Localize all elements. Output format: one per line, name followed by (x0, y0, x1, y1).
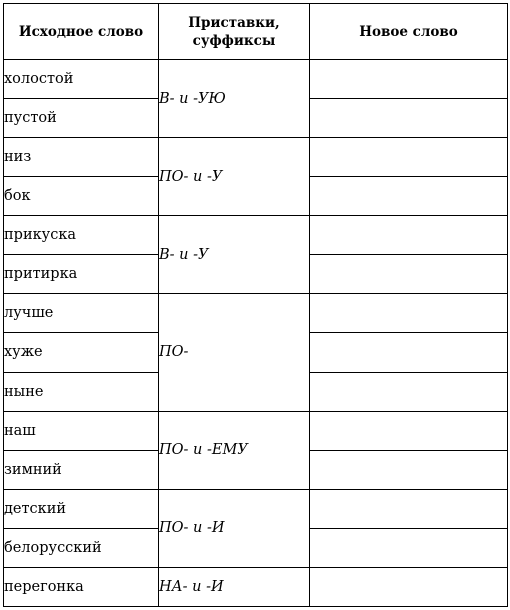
new-word-answer-cell[interactable] (310, 450, 508, 489)
new-word-answer-cell[interactable] (310, 99, 508, 138)
affix-cell: ПО- и -У (159, 138, 310, 216)
header-new-word: Новое слово (310, 4, 508, 60)
table-body (4, 60, 508, 607)
source-word-cell: лучше (4, 294, 159, 333)
affix-cell: ПО- (159, 294, 310, 411)
source-word-cell: притирка (4, 255, 159, 294)
source-word-cell: перегонка (4, 567, 159, 606)
source-word-cell: белорусский (4, 528, 159, 567)
table-row (4, 216, 508, 255)
new-word-answer-cell[interactable] (310, 60, 508, 99)
source-word-cell: хуже (4, 333, 159, 372)
source-word-cell: прикуска (4, 216, 159, 255)
table-row (4, 411, 508, 450)
new-word-answer-cell[interactable] (310, 567, 508, 606)
new-word-answer-cell[interactable] (310, 294, 508, 333)
table-row (4, 489, 508, 528)
affix-cell: В- и -УЮ (159, 60, 310, 138)
table-row (4, 60, 508, 99)
source-word-cell: ныне (4, 372, 159, 411)
affix-cell: ПО- и -ЕМУ (159, 411, 310, 489)
table-row (4, 567, 508, 606)
header-affixes (159, 4, 310, 60)
new-word-answer-cell[interactable] (310, 255, 508, 294)
word-formation-table (3, 3, 508, 607)
header-affixes-line1: Приставки, (188, 14, 280, 31)
new-word-answer-cell[interactable] (310, 372, 508, 411)
affix-cell: ПО- и -И (159, 489, 310, 567)
header-affixes-line2: суффиксы (192, 32, 276, 49)
header-row (4, 4, 508, 60)
source-word-cell: пустой (4, 99, 159, 138)
source-word-cell: наш (4, 411, 159, 450)
table-row (4, 294, 508, 333)
source-word-cell: низ (4, 138, 159, 177)
new-word-answer-cell[interactable] (310, 138, 508, 177)
new-word-answer-cell[interactable] (310, 216, 508, 255)
source-word-cell: холостой (4, 60, 159, 99)
affix-cell: НА- и -И (159, 567, 310, 606)
new-word-answer-cell[interactable] (310, 333, 508, 372)
new-word-answer-cell[interactable] (310, 411, 508, 450)
source-word-cell: детский (4, 489, 159, 528)
source-word-cell: зимний (4, 450, 159, 489)
new-word-answer-cell[interactable] (310, 489, 508, 528)
new-word-answer-cell[interactable] (310, 177, 508, 216)
source-word-cell: бок (4, 177, 159, 216)
table-row (4, 138, 508, 177)
affix-cell: В- и -У (159, 216, 310, 294)
new-word-answer-cell[interactable] (310, 528, 508, 567)
header-source-word: Исходное слово (4, 4, 159, 60)
